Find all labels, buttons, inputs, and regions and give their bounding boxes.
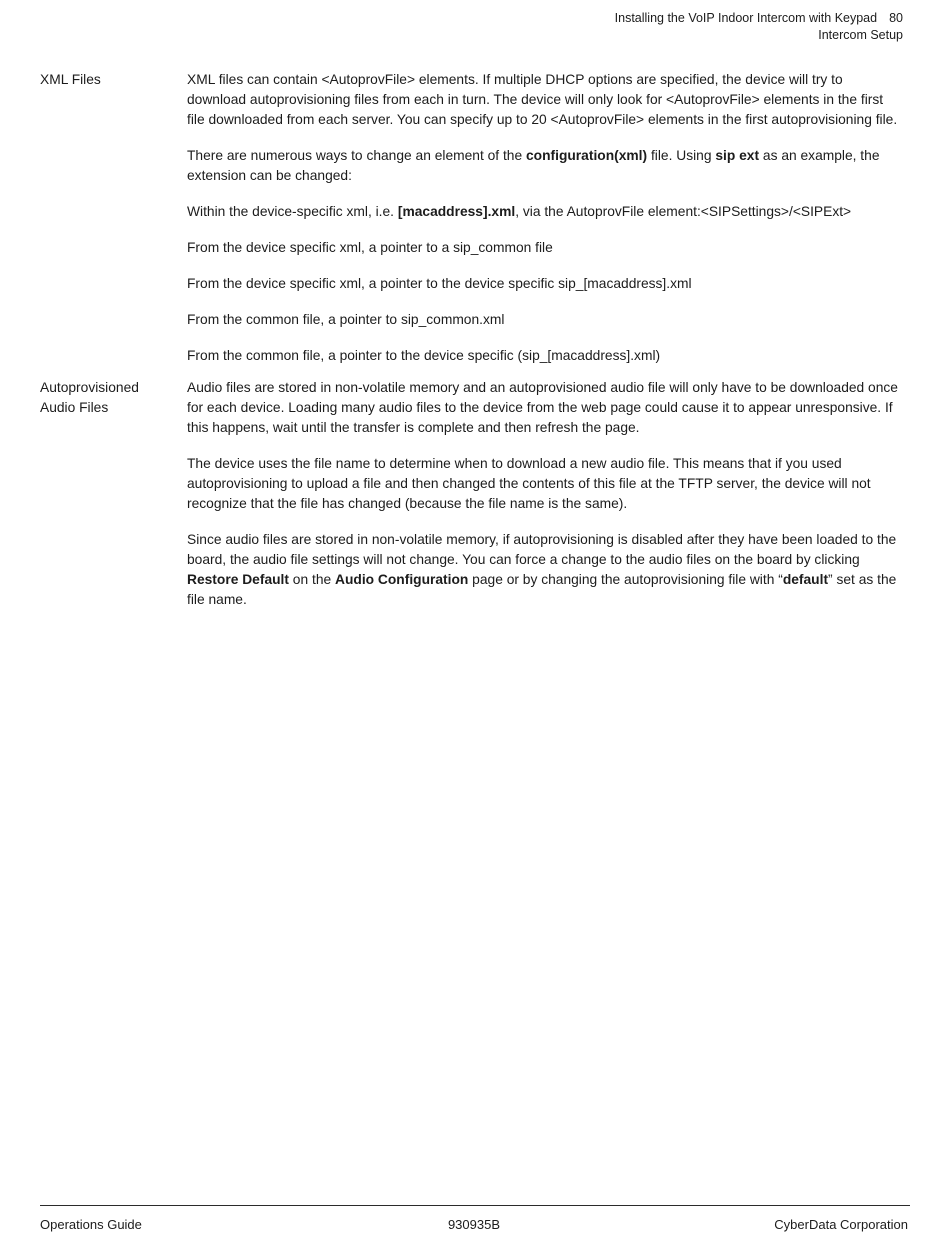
- paragraph: [187, 70, 903, 130]
- text-run: XML files can contain <AutoprovFile> elements. If multiple DHCP options are specified, the device will try to download autoprovisioning files from each in turn. The device will only look for <AutoprovFile> elements in the first file downloaded from each server. You can specify up to 20 <AutoprovFile> elements in the first autoprovisioning file.: [187, 72, 898, 127]
- header-line1: [615, 10, 903, 27]
- paragraph: [187, 454, 903, 514]
- paragraph: [187, 238, 903, 258]
- section: [40, 378, 903, 610]
- bold-text-run: [macaddress].xml: [397, 204, 516, 219]
- text-run: Within the device-specific xml, i.e.: [187, 204, 398, 219]
- document-body: [40, 70, 903, 610]
- text-run: Since audio files are stored in non-volatile memory, if autoprovisioning is disabled after they have been loaded to the board, the audio file settings will not change. You can force a change to the audio files on the board by clicking: [187, 532, 897, 567]
- text-run: From the common file, a pointer to sip_common.xml: [187, 312, 505, 327]
- text-run: From the device specific xml, a pointer to the device specific sip_[macaddress].xml: [187, 276, 692, 291]
- paragraph: [187, 530, 903, 610]
- text-run: as an example, the extension can be changed:: [187, 148, 880, 183]
- text-run: There are numerous ways to change an element of the: [187, 148, 526, 163]
- section-content: [187, 70, 903, 366]
- bold-text-run: Restore Default: [187, 572, 289, 587]
- page-footer: [40, 1217, 908, 1233]
- paragraph: [187, 378, 903, 438]
- header-title: Installing the VoIP Indoor Intercom with Keypad: [614, 11, 878, 25]
- section-content: [187, 378, 903, 610]
- text-run: The device uses the file name to determine when to download a new audio file. This means that if you used autoprovisioning to upload a file and then changed the contents of this file at the TFTP server, the device will not recognize that the file has changed (because the file name is the same).: [187, 456, 871, 511]
- bold-text-run: default: [782, 572, 829, 587]
- footer-document-number: 930935B: [447, 1217, 501, 1232]
- paragraph: [187, 346, 903, 366]
- text-run: file. Using: [647, 148, 716, 163]
- paragraph: [187, 274, 903, 294]
- section-label: Autoprovisioned Audio Files: [40, 380, 139, 415]
- section: [40, 70, 903, 366]
- header-page-number: 80: [889, 11, 903, 25]
- footer-company-name: CyberData Corporation: [774, 1217, 908, 1232]
- paragraph: [187, 202, 903, 222]
- paragraph: [187, 146, 903, 186]
- text-run: , via the AutoprovFile element:<SIPSettings>/<SIPExt>: [515, 204, 852, 219]
- paragraph: [187, 310, 903, 330]
- text-run: From the device specific xml, a pointer to a sip_common file: [187, 240, 553, 255]
- text-run: From the common file, a pointer to the device specific (sip_[macaddress].xml): [187, 348, 661, 363]
- text-run: ” set as the file name.: [187, 572, 897, 607]
- header-subtitle: Intercom Setup: [818, 28, 903, 42]
- footer-rule: [40, 1205, 910, 1206]
- bold-text-run: configuration(xml): [526, 148, 648, 163]
- text-run: page or by changing the autoprovisioning file with “: [468, 572, 783, 587]
- text-run: on the: [288, 572, 335, 587]
- text-run: Audio files are stored in non-volatile memory and an autoprovisioned audio file will only have to be downloaded once for each device. Loading many audio files to the device from the web page could cause it to appear unresponsive. If this happens, wait until the transfer is complete and then refresh the page.: [187, 380, 898, 435]
- bold-text-run: sip ext: [715, 148, 760, 163]
- section-label: XML Files: [40, 72, 101, 87]
- page-header: [615, 10, 903, 44]
- footer-guide-name: Operations Guide: [40, 1217, 142, 1232]
- bold-text-run: Audio Configuration: [335, 572, 469, 587]
